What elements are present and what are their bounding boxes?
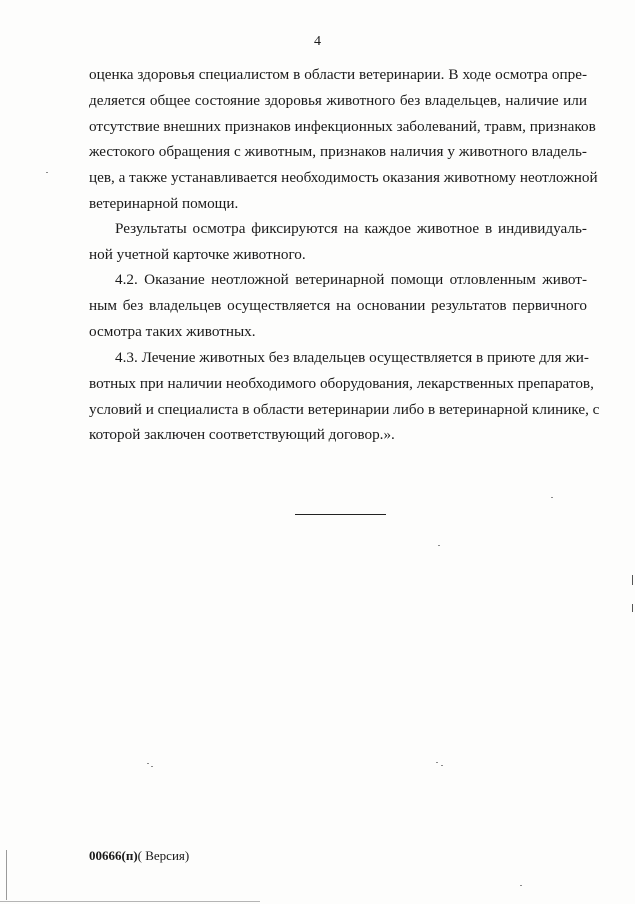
paragraph-4-3 bbox=[89, 345, 600, 448]
text-line: ным без владельцев осуществляется на основании результатов первичного bbox=[89, 296, 587, 314]
paragraph-results bbox=[89, 216, 587, 268]
scan-speck bbox=[436, 762, 438, 763]
scan-speck bbox=[438, 545, 440, 546]
text-line: Результаты осмотра фиксируются на каждое животное в индивидуаль- bbox=[115, 220, 587, 237]
scan-speck bbox=[551, 497, 553, 498]
text-line: ной учетной карточке животного. bbox=[89, 245, 306, 263]
text-line: жестокого обращения с животным, признаков наличия у животного владель- bbox=[89, 143, 587, 161]
scan-edge-mark bbox=[6, 850, 7, 900]
scan-speck bbox=[151, 766, 153, 767]
text-line: ветеринарной помощи. bbox=[89, 194, 239, 212]
end-separator-line bbox=[295, 514, 386, 515]
paragraph-4-2 bbox=[89, 267, 587, 344]
footer-document-code bbox=[89, 848, 189, 864]
text-line: вотных при наличии необходимого оборудования, лекарственных препаратов, bbox=[89, 374, 594, 392]
scan-speck bbox=[46, 172, 48, 173]
text-line: 4.3. Лечение животных без владельцев осуществляется в приюте для жи- bbox=[115, 349, 589, 366]
text-line: которой заключен соответствующий договор.». bbox=[89, 426, 395, 444]
text-line: цев, а также устанавливается необходимость оказания животному неотложной bbox=[89, 169, 598, 187]
scan-edge-mark bbox=[632, 604, 633, 612]
paragraph-continued bbox=[89, 62, 598, 217]
footer-version: ( Версия) bbox=[137, 848, 190, 863]
footer-code: 00666(п) bbox=[89, 848, 138, 863]
scan-edge-mark bbox=[632, 575, 633, 585]
text-line: условий и специалиста в области ветеринарии либо в ветеринарной клинике, с bbox=[89, 400, 600, 418]
scan-speck bbox=[441, 765, 443, 766]
text-line: отсутствие внешних признаков инфекционных заболеваний, травм, признаков bbox=[89, 117, 596, 135]
text-line: 4.2. Оказание неотложной ветеринарной помощи отловленным живот- bbox=[115, 271, 587, 288]
page-number: 4 bbox=[314, 34, 321, 49]
scan-edge-mark bbox=[0, 901, 260, 902]
text-line: деляется общее состояние здоровья животного без владельцев, наличие или bbox=[89, 91, 587, 109]
scan-speck bbox=[520, 885, 522, 886]
scan-speck bbox=[147, 763, 149, 764]
text-line: оценка здоровья специалистом в области ветеринарии. В ходе осмотра опре- bbox=[89, 66, 587, 83]
text-line: осмотра таких животных. bbox=[89, 322, 256, 340]
